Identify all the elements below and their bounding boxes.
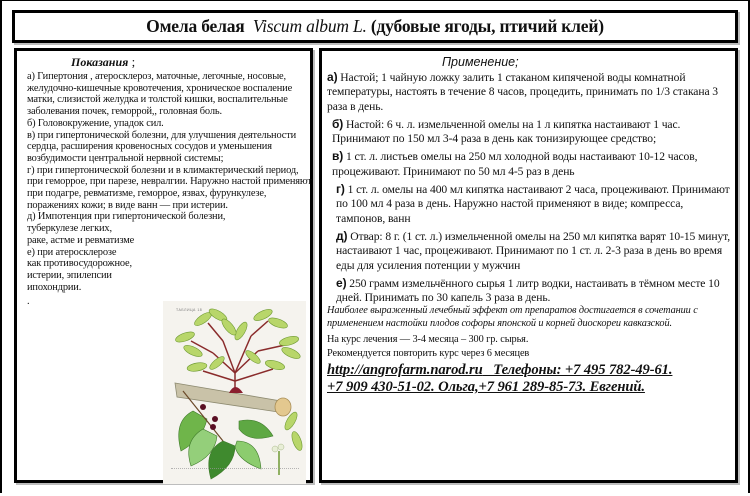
method-marker: б) (332, 116, 344, 131)
indications-panel (14, 48, 313, 483)
indications-list (27, 71, 312, 308)
mistletoe-drawing-icon (163, 301, 306, 484)
method-c (327, 149, 732, 179)
indications-heading (71, 54, 135, 70)
method-marker: в) (332, 149, 344, 164)
indication-item: а) Гипертония , атеросклероз, маточные, легочные, носовые, желудочно-кишечные кровотечения, хроническое воспаление матки, слизистой желудка и толстой кишки, воспалительные заболевания почек, геморрой,, головная боль. (27, 71, 293, 118)
indication-item: е) при атеросклерозе (27, 246, 117, 258)
method-text: 1 ст. л. омелы на 400 мл кипятка настаивают 2 часа, процеживают. Принимают по 100 мл 4 раза в день. Наружно настой применяют в виде; компресса, тампонов, ванн (336, 183, 730, 225)
contact-line-1 (327, 362, 732, 379)
method-text: Настой: 6 ч. л. измельченной омелы на 1 л кипятка настаивают 1 час. Принимают по 150 мл 3-4 раза в день как тонизирующее средство; (332, 117, 681, 146)
indication-item: туберкулезе легких, (27, 223, 112, 235)
title-russian-name: Омела белая (146, 16, 245, 36)
method-d (327, 182, 732, 226)
method-a (327, 70, 732, 114)
course-duration: На курс лечения — 3-4 месяца – 300 гр. сырья. (327, 333, 529, 345)
indication-item: б) Головокружение, упадок сил. (27, 117, 164, 129)
phones-label: Телефоны: +7 495 782-49-61. (482, 361, 673, 378)
title-latin-name: Viscum album L. (252, 16, 367, 36)
title-alt-names: (дубовые ягоды, птичий клей) (370, 16, 604, 36)
page-title (15, 13, 735, 40)
indications-heading-suffix: ; (128, 54, 136, 69)
method-e (327, 229, 732, 273)
indication-item: . (27, 296, 30, 308)
title-banner (12, 10, 738, 43)
mistletoe-illustration (163, 301, 306, 484)
application-panel (319, 48, 738, 483)
method-marker: а) (327, 70, 338, 84)
indication-item: д) Импотенция при гипертонической болезни, (27, 211, 226, 223)
indication-item: как противосудорожное, (27, 258, 132, 270)
method-f (327, 276, 732, 306)
method-text: 1 ст. л. листьев омелы на 250 мл холодной воды настаивают 10-12 часов, процеживают. Принимают по 50 мл 4-5 раз в день (332, 150, 698, 178)
method-text: Отвар: 8 г. (1 ст. л.) измельченной омелы на 250 мл кипятка варят 10-15 минут, настаивают 1 час, процеживают. Принимают по 1 ст. л. 2-3 раза в день во время еды для усиления потенции у мужчин (336, 229, 731, 272)
application-heading: Применение; (442, 55, 519, 69)
indication-item: г) при гипертонической болезни и в климактерический период, при геморрое, при парезе, невралгии. Наружно настой применяют при подагре, ревматизме, геморрое, язвах, фурункулезе, поражениях кожи; в виде ванн — при истерии. (27, 164, 312, 211)
method-text: Настой; 1 чайную ложку залить 1 стаканом кипяченой воды комнатной температуры, настоять в течение 8 часов, процедить, принимать по 1/3 стакана 3 раза в день. (327, 71, 719, 113)
indications-heading-text: Показания (71, 55, 129, 69)
course-repeat: Рекомендуется повторить курс через 6 месяцев (327, 347, 530, 359)
method-text: 250 грамм измельчённого сырья 1 литр водки, настаивать в тёмном месте 10 дней. Принимать по 30 капель 3 раза в день. (336, 276, 720, 305)
method-marker: е) (336, 275, 347, 290)
indication-item: в) при гипертонической болезни, для улучшения деятельности сердца, расширения кровеносных сосудов и уменьшения возбудимости центральной нервной системы; (27, 129, 297, 164)
method-marker: г) (336, 182, 345, 197)
contact-line-2: +7 909 430-51-02. Ольга,+7 961 289-85-73. Евгений. (327, 378, 645, 395)
figure-label: ТАБЛИЦА 18 (176, 308, 203, 312)
effect-note: Наиболее выраженный лечебный эффект от препаратов достигается в сочетании с применением настойки плодов софоры японской и корней диоскореи кавказской. (327, 305, 698, 329)
indication-item: ипохондрии. (27, 281, 82, 293)
method-marker: д) (336, 228, 348, 243)
indication-item: истерии, эпилепсии (27, 269, 112, 281)
application-methods (327, 70, 732, 396)
figure-caption (171, 468, 299, 475)
website-link[interactable]: http://angrofarm.narod.ru (327, 361, 483, 378)
method-b (327, 117, 732, 147)
indication-item: раке, астме и ревматизме (27, 234, 135, 246)
